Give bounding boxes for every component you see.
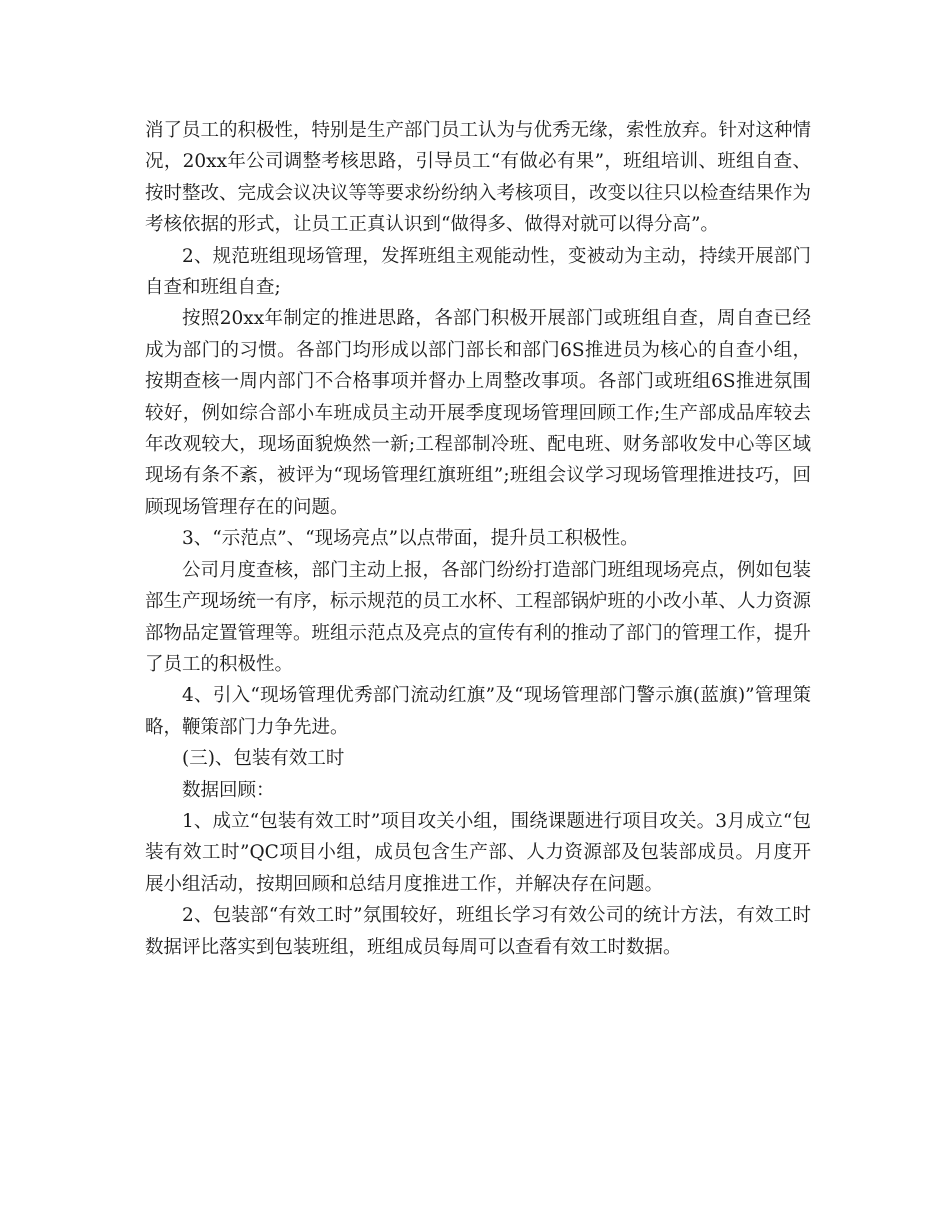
paragraph-project-team: 1、成立“包装有效工时”项目攻关小组，围绕课题进行项目攻关。3月成立“包装有效工时”QC项目小组，成员包含生产部、人力资源部及包装部成员。月度开展小组活动，按期回顾和总结月度推进工作，并解决存在问题。 bbox=[145, 810, 811, 895]
paragraph-item-2-heading: 2、规范班组现场管理，发挥班组主观能动性，变被动为主动，持续开展部门自查和班组自查; bbox=[145, 245, 811, 299]
document-body bbox=[145, 115, 811, 963]
paragraph-item-4-heading: 4、引入“现场管理优秀部门流动红旗”及“现场管理部门警示旗(蓝旗)”管理策略，鞭策部门力争先进。 bbox=[145, 685, 811, 738]
section-heading-packaging-hours: (三)、包装有效工时 bbox=[182, 748, 345, 770]
paragraph-assessment-continuation: 消了员工的积极性，特别是生产部门员工认为与优秀无缘，索性放弃。针对这种情况，20xx年公司调整考核思路，引导员工“有做必有果”，班组培训、班组自查、按时整改、完成会议决议等等要求纷纷纳入考核项目，改变以往只以检查结果作为考核依据的形式，让员工正真认识到“做得多、做得对就可以得分高”。 bbox=[145, 120, 812, 236]
paragraph-effective-hours-atmosphere: 2、包装部“有效工时”氛围较好，班组长学习有效公司的统计方法，有效工时数据评比落实到包装班组，班组成员每周可以查看有效工时数据。 bbox=[145, 905, 811, 958]
subheading-data-review: 数据回顾： bbox=[182, 779, 275, 801]
paragraph-self-check-details: 按照20xx年制定的推进思路，各部门积极开展部门或班组自查，周自查已经成为部门的习惯。各部门均形成以部门部长和部门6S推进员为核心的自查小组，按期查核一周内部门不合格事项并督办上周整改事项。各部门或班组6S推进氛围较好，例如综合部小车班成员主动开展季度现场管理回顾工作;生产部成品库较去年改观较大，现场面貌焕然一新;工程部制冷班、配电班、财务部收发中心等区域现场有条不紊，被评为“现场管理红旗班组”;班组会议学习现场管理推进技巧，回顾现场管理存在的问题。 bbox=[145, 308, 811, 518]
paragraph-item-3-heading: 3、“示范点”、“现场亮点”以点带面，提升员工积极性。 bbox=[182, 528, 639, 550]
paragraph-highlights-details: 公司月度查核，部门主动上报，各部门纷纷打造部门班组现场亮点，例如包装部生产现场统一有序，标示规范的员工水杯、工程部锅炉班的小改小革、人力资源部物品定置管理等。班组示范点及亮点的宣传有利的推动了部门的管理工作，提升了员工的积极性。 bbox=[145, 559, 812, 675]
